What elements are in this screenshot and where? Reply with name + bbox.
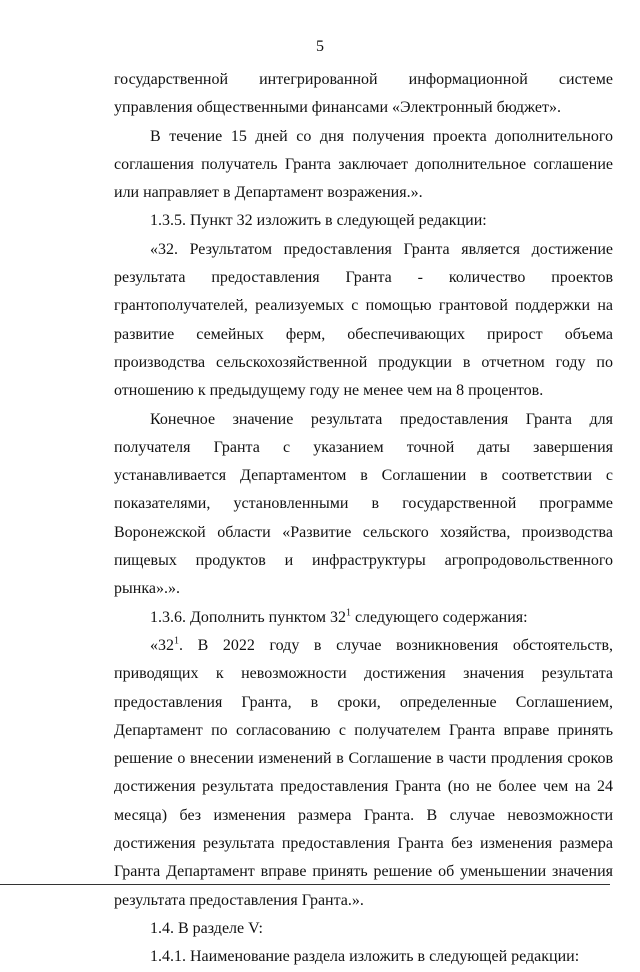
- paragraph-clause-32-1-body: . В 2022 году в случае возникновения обстоятельств, приводящих к невозможности достижения значения результата предоставления Гранта, в сроки, определенные Соглашением, Департамент по согласованию с получателем Гранта вправе принять решение о внесении изменений в Соглашение в части продления сроков достижения результата предоставления Гранта (но не более чем на 24 месяца) без изменения размера Гранта. В случае невозможности достижения результата предоставления Гранта без изменения размера Гранта Департамент вправе принять решение об уменьшении значения результата предоставления Гранта.».: [114, 636, 613, 909]
- paragraph-final-value: Конечное значение результата предоставления Гранта для получателя Гранта с указанием точной даты завершения устанавливается Департаментом в Соглашении в соответствии с показателями, установленными в государственной программе Воронежской области «Развитие сельского хозяйства, производства пищевых продуктов и инфраструктуры агропродовольственного рынка».».: [114, 410, 613, 598]
- superscript-one: 1: [345, 607, 351, 619]
- paragraph-budget-system: государственной интегрированной информационной системе управления общественными финансами «Электронный бюджет».: [114, 71, 613, 117]
- paragraph-additional-agreement: В течение 15 дней со дня получения проекта дополнительного соглашения получатель Гранта заключает дополнительное соглашение или направляет в Департамент возражения.».: [114, 127, 613, 202]
- page-number: 5: [316, 38, 324, 55]
- paragraph-1-4: 1.4. В разделе V:: [150, 919, 263, 937]
- paragraph-1-4-1: 1.4.1. Наименование раздела изложить в следующей редакции:: [150, 948, 580, 966]
- paragraph-1-3-6: [114, 604, 613, 632]
- superscript-one: 1: [174, 635, 179, 647]
- footer-rule: [0, 884, 610, 885]
- paragraph-1-3-6-text-end: следующего содержания:: [350, 608, 528, 626]
- paragraph-clause-32-1-start: «32: [150, 636, 174, 654]
- paragraph-1-3-6-text-start: 1.3.6. Дополнить пунктом 32: [150, 608, 346, 626]
- document-body: [114, 66, 613, 972]
- paragraph-clause-32: «32. Результатом предоставления Гранта является достижение результата предоставления Гранта - количество проектов грантополучателей, реализуемых с помощью грантовой поддержки на развитие семейных ферм, обеспечивающих прирост объема производства сельскохозяйственной продукции в отчетном году по отношению к предыдущему году не менее чем на 8 процентов.: [114, 240, 613, 400]
- paragraph-1-3-5: 1.3.5. Пункт 32 изложить в следующей редакции:: [150, 212, 487, 230]
- paragraph-clause-32-1: [114, 632, 613, 915]
